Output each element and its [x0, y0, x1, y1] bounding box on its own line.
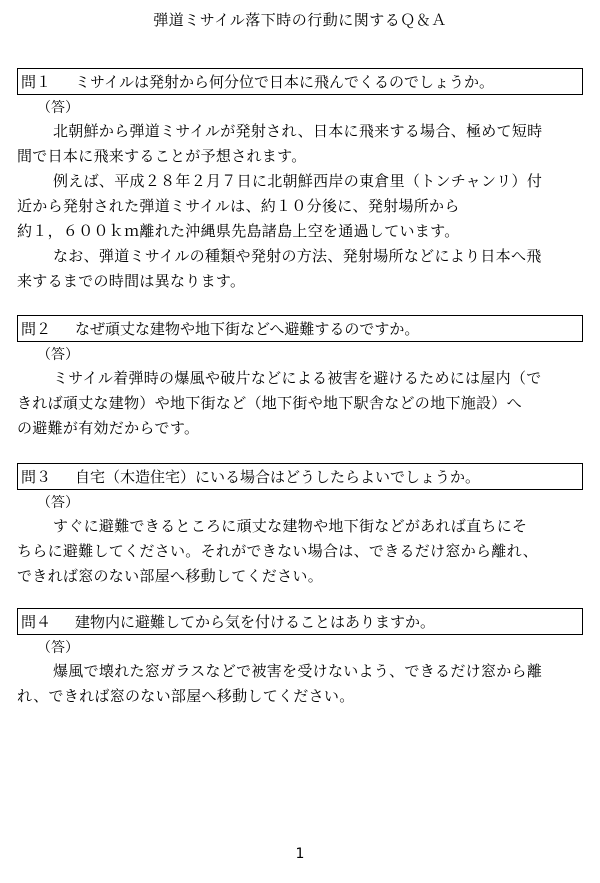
answer-label: （答）	[37, 100, 79, 116]
question-number: 問４	[21, 613, 52, 631]
answer-paragraph	[17, 514, 583, 589]
answer-line: すぐに避難できるところに頑丈な建物や地下街などがあれば直ちにそ	[53, 517, 528, 535]
question-number: 問１	[21, 73, 52, 91]
answer-paragraph	[17, 659, 583, 709]
answer-line: 近から発射された弾道ミサイルは、約１０分後に、発射場所から	[17, 197, 460, 215]
answer-label: （答）	[37, 640, 79, 656]
answer-line: きれば頑丈な建物）や地下街など（地下街や地下駅舎などの地下施設）へ	[17, 394, 522, 412]
question-box	[17, 68, 583, 95]
qa-item-4	[17, 608, 583, 709]
qa-item-1	[17, 68, 583, 294]
question-number: 問２	[21, 320, 52, 338]
answer-paragraph	[17, 366, 583, 441]
answer-line: ミサイル着弾時の爆風や破片などによる被害を避けるためには屋内（で	[53, 369, 542, 387]
answer-paragraph	[17, 119, 583, 169]
question-text: 建物内に避難してから気を付けることはありますか。	[75, 613, 436, 631]
question-text: 自宅（木造住宅）にいる場合はどうしたらよいでしょうか。	[75, 468, 481, 486]
answer-line: 爆風で壊れた窓ガラスなどで被害を受けないよう、できるだけ窓から離	[53, 662, 543, 680]
answer-line: なお、弾道ミサイルの種類や発射の方法、発射場所などにより日本へ飛	[53, 247, 542, 265]
question-text: ミサイルは発射から何分位で日本に飛んでくるのでしょうか。	[75, 73, 494, 91]
answer-line: 間で日本に飛来することが予想されます。	[17, 147, 307, 165]
question-text: なぜ頑丈な建物や地下街などへ避難するのですか。	[75, 320, 420, 338]
page-number: 1	[295, 846, 305, 862]
answer-label: （答）	[37, 347, 79, 363]
answer-line: れ、できれば窓のない部屋へ移動してください。	[17, 687, 355, 705]
answer-paragraph	[17, 169, 583, 244]
question-number: 問３	[21, 468, 52, 486]
answer-line: 来するまでの時間は異なります。	[17, 272, 246, 290]
answer-line: 例えば、平成２８年２月７日に北朝鮮西岸の東倉里（トンチャンリ）付	[53, 172, 543, 190]
answer-line: ちらに避難してください。それができない場合は、できるだけ窓から離れ、	[17, 542, 539, 560]
question-box	[17, 463, 583, 490]
question-box	[17, 608, 583, 635]
qa-item-3	[17, 463, 583, 589]
answer-line: できれば窓のない部屋へ移動してください。	[17, 567, 324, 585]
qa-item-2	[17, 315, 583, 441]
answer-line: の避難が有効だからです。	[17, 419, 200, 437]
answer-label: （答）	[37, 495, 79, 511]
answer-line: 約１，６００ｋｍ離れた沖縄県先島諸島上空を通過しています。	[17, 222, 460, 240]
answer-paragraph	[17, 244, 583, 294]
answer-line: 北朝鮮から弾道ミサイルが発射され、日本に飛来する場合、極めて短時	[53, 122, 543, 140]
page-title: 弾道ミサイル落下時の行動に関するＱ＆Ａ	[153, 11, 447, 29]
question-box	[17, 315, 583, 342]
